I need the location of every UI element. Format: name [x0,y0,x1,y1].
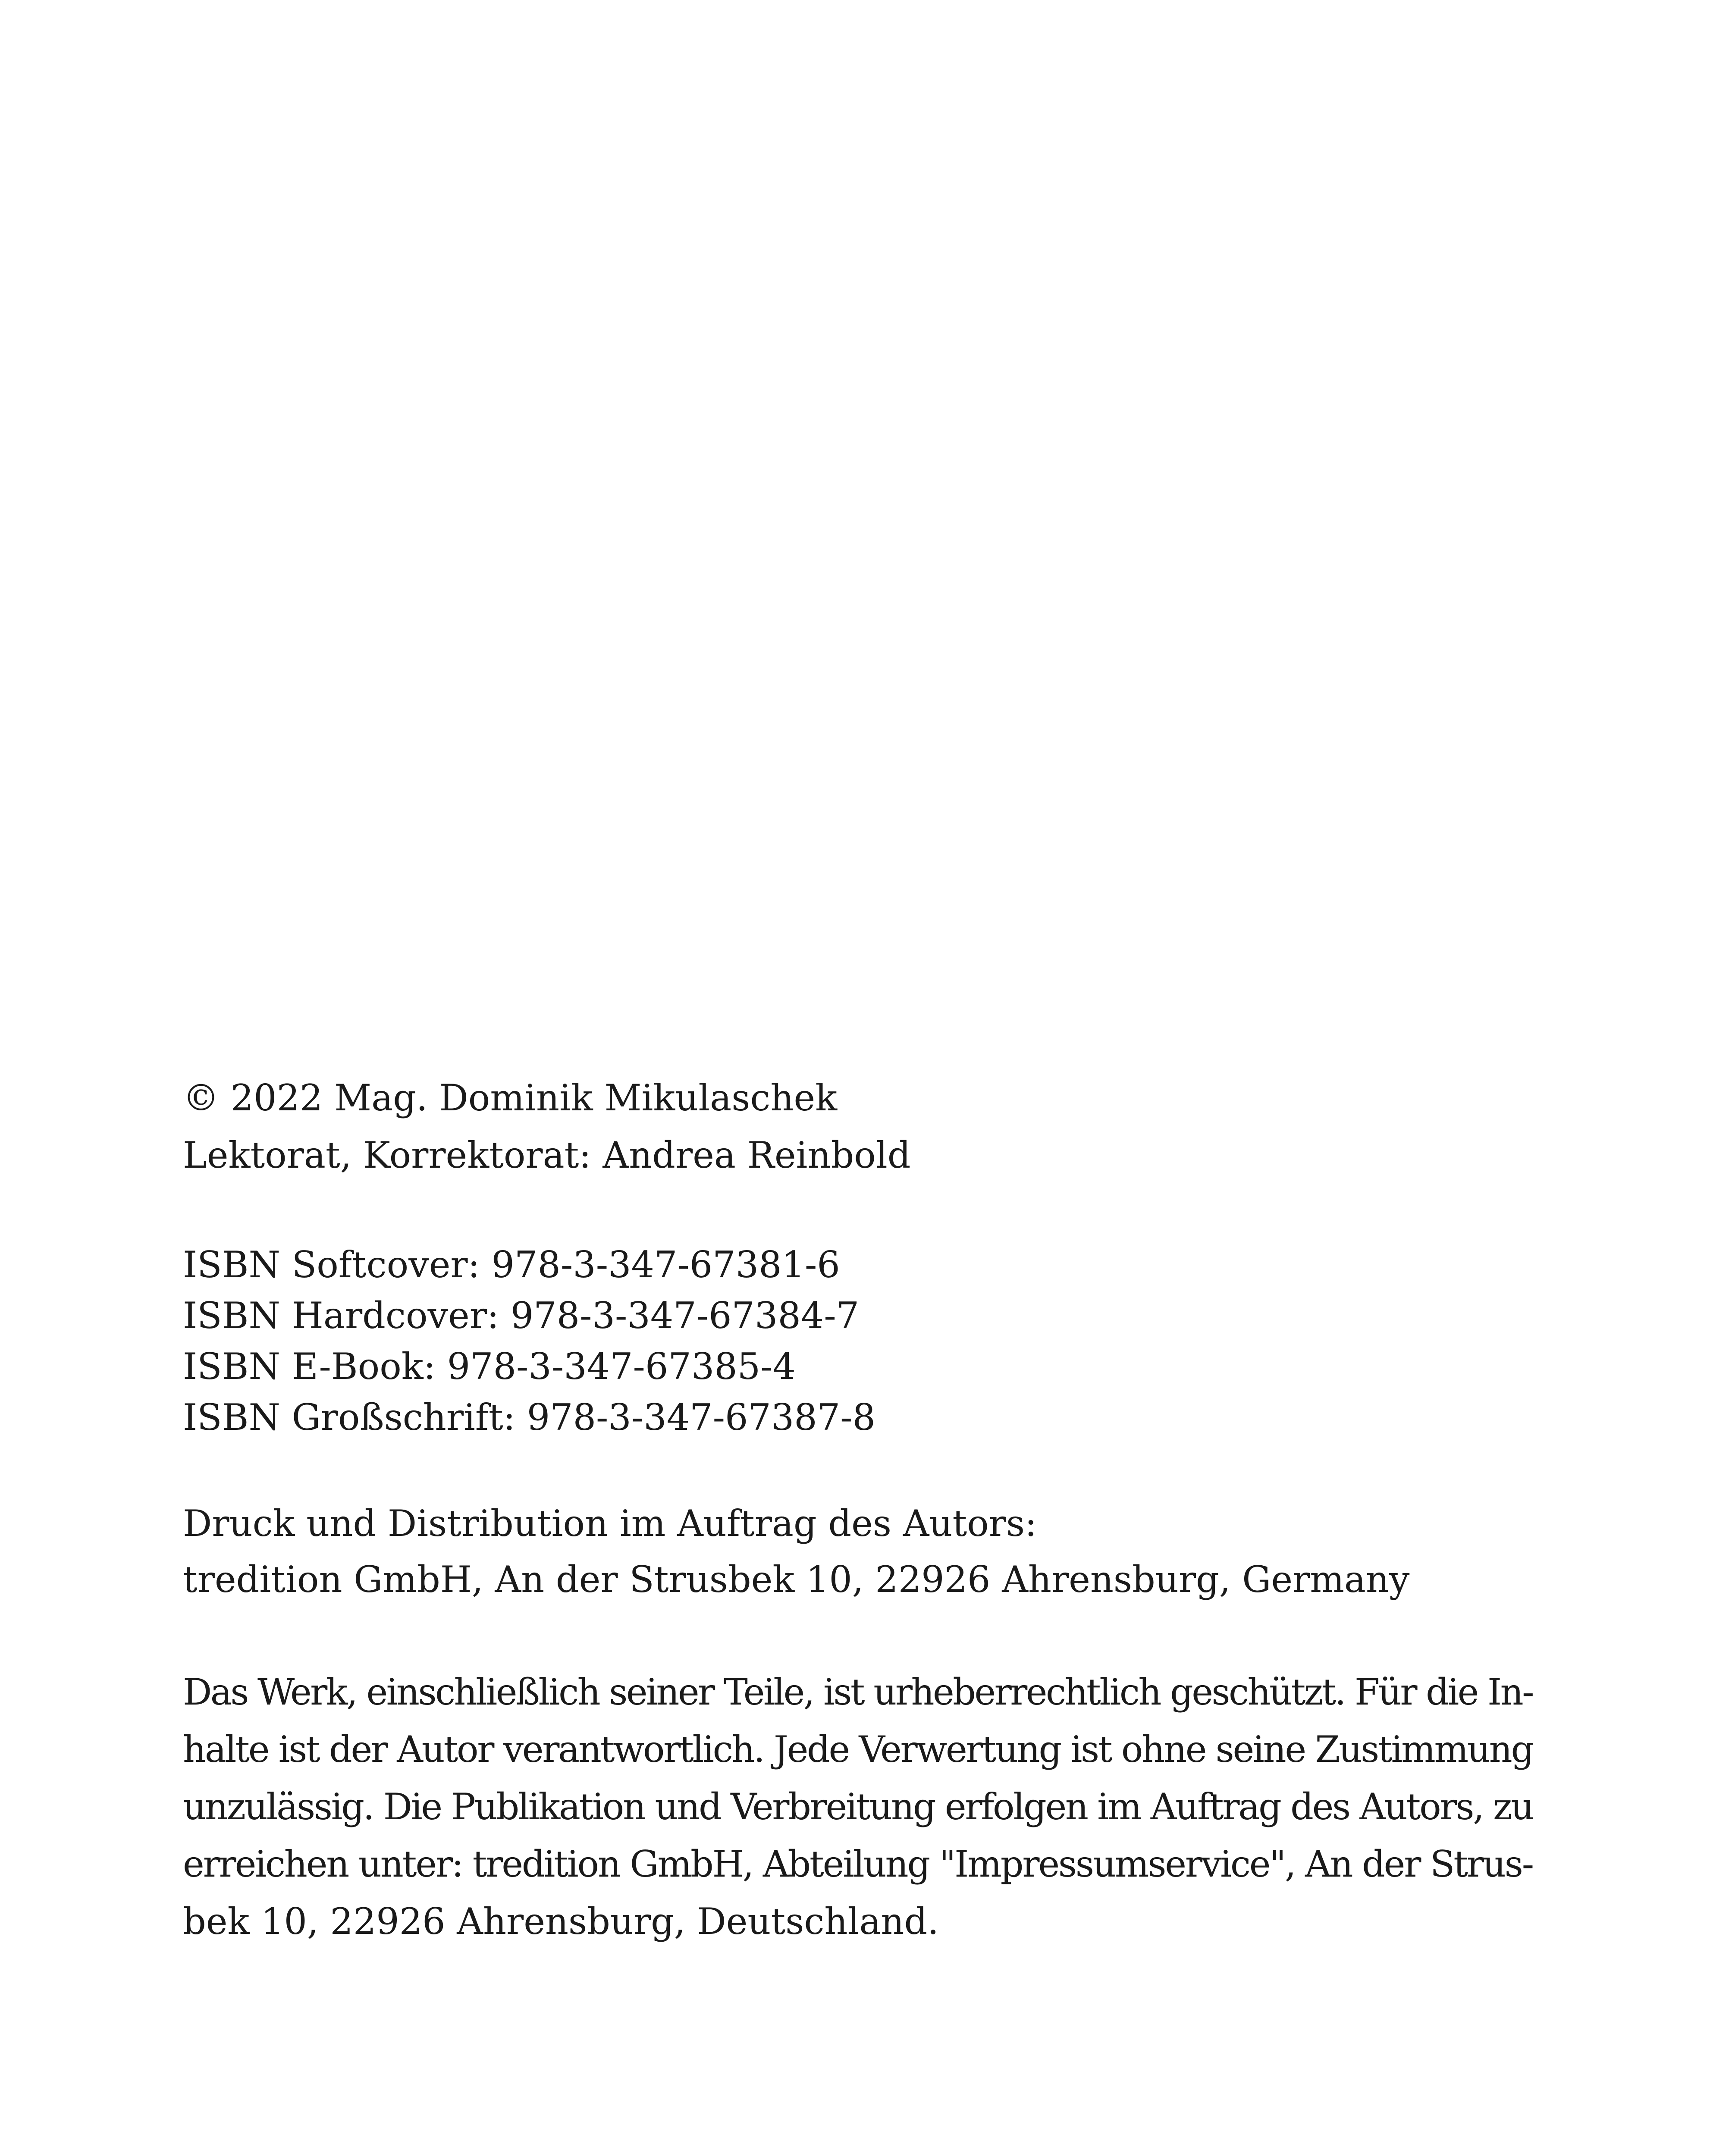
notice-line: halte ist der Autor verantwortlich. Jede Verwertung ist ohne seine Zustimmung [183,1728,1533,1771]
isbn-ebook: ISBN E-Book: 978-3-347-67385-4 [183,1345,796,1388]
publisher-address-line: tredition GmbH, An der Strusbek 10, 22926 Ahrensburg, Germany [183,1558,1410,1601]
copyright-block [183,1069,1533,1184]
copyright-line: © 2022 Mag. Dominik Mikulaschek [183,1077,838,1119]
notice-line: bek 10, 22926 Ahrensburg, Deutschland. [183,1900,939,1943]
printing-distribution-block [183,1495,1533,1608]
isbn-large-print: ISBN Großschrift: 978-3-347-67387-8 [183,1396,876,1438]
printing-heading-line: Druck und Distribution im Auftrag des Autors: [183,1502,1037,1545]
notice-line: unzulässig. Die Publikation und Verbreitung erfolgen im Auftrag des Autors, zu [183,1786,1533,1828]
notice-line: Das Werk, einschließlich seiner Teile, ist urheberrechtlich geschützt. Für die In- [183,1671,1533,1713]
notice-line: erreichen unter: tredition GmbH, Abteilung "Impressumservice", An der Strus- [183,1843,1533,1885]
editing-credit-line: Lektorat, Korrektorat: Andrea Reinbold [183,1134,911,1176]
isbn-block [183,1239,1533,1443]
isbn-softcover: ISBN Softcover: 978-3-347-67381-6 [183,1244,840,1286]
imprint-section [183,1069,1533,1950]
copyright-notice-paragraph [183,1664,1533,1950]
isbn-hardcover: ISBN Hardcover: 978-3-347-67384-7 [183,1294,860,1337]
